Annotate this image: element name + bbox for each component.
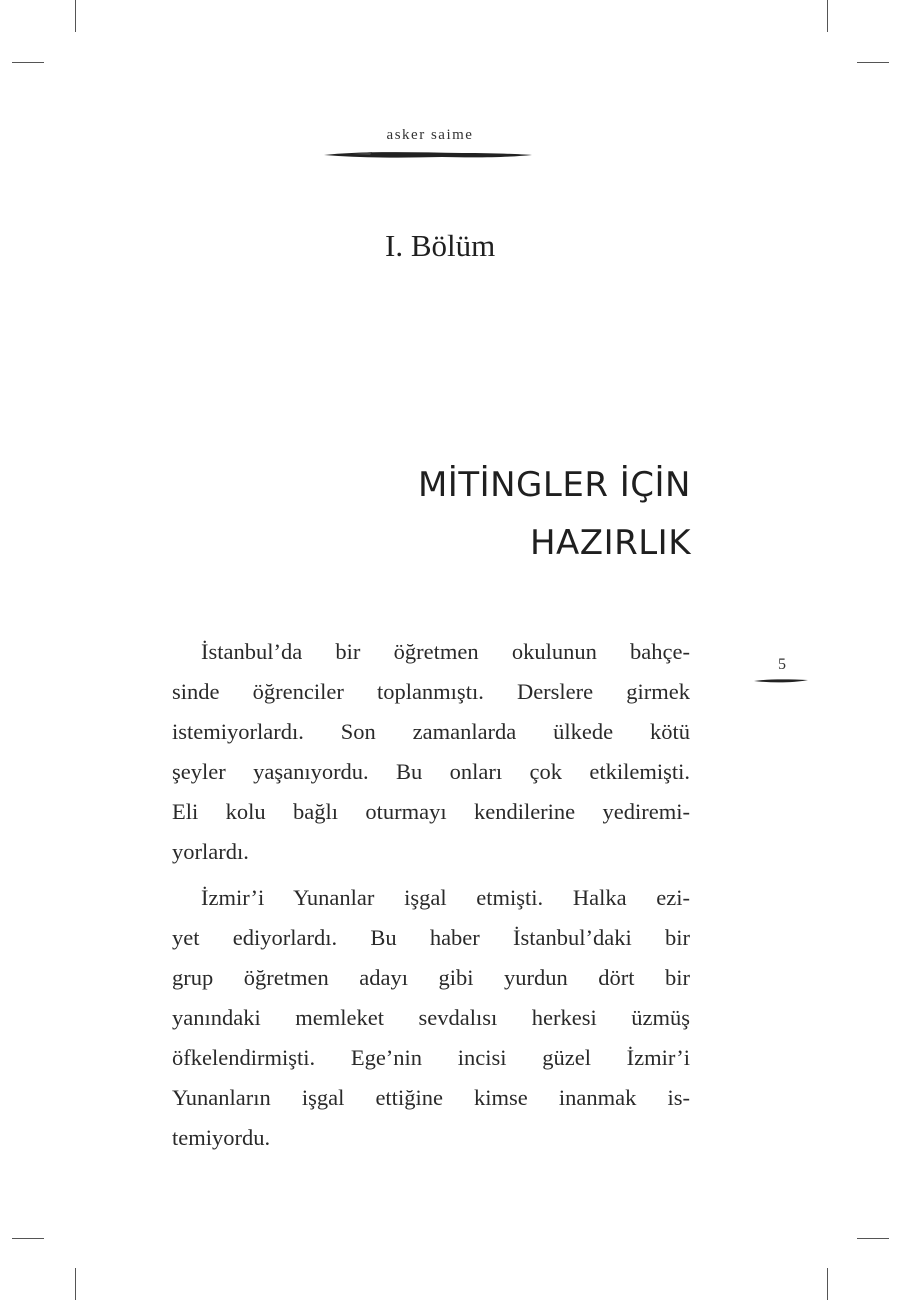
crop-mark-bottom-right [827, 1268, 828, 1300]
crop-mark-bottom-left [75, 1268, 76, 1300]
chapter-title-line: HAZIRLIK [529, 523, 691, 563]
body-text [172, 632, 690, 1158]
crop-mark-top-left [75, 0, 76, 32]
paragraph [172, 632, 690, 872]
crop-mark-left-top [12, 62, 44, 63]
paragraph [172, 878, 690, 1158]
text-line: istemiyorlardı. Son zamanlarda ülkede kötü [172, 719, 690, 744]
text-line: Eli kolu bağlı oturmayı kendilerine yediremi- [172, 799, 690, 824]
page-number-brush-stroke [752, 676, 810, 686]
text-line: sinde öğrenciler toplanmıştı. Derslere girmek [172, 679, 690, 704]
chapter-title [418, 456, 691, 572]
crop-mark-left-bottom [12, 1238, 44, 1239]
running-header: asker saime [386, 127, 474, 143]
text-line: yanındaki memleket sevdalısı herkesi üzmüş [172, 1005, 690, 1030]
crop-mark-top-right [827, 0, 828, 32]
header-brush-stroke [322, 148, 534, 162]
chapter-label: I. Bölüm [385, 228, 496, 263]
text-line: temiyordu. [172, 1125, 271, 1150]
chapter-title-line: MİTİNGLER İÇİN [417, 465, 691, 505]
text-line: yet ediyorlardı. Bu haber İstanbul’daki bir [172, 925, 690, 950]
text-line: öfkelendirmişti. Ege’nin incisi güzel İzmir’i [172, 1045, 690, 1070]
text-line: İzmir’i Yunanlar işgal etmişti. Halka ezi- [201, 885, 690, 910]
text-line: şeyler yaşanıyordu. Bu onları çok etkilemişti. [172, 759, 690, 784]
text-line: Yunanların işgal ettiğine kimse inanmak is- [172, 1085, 690, 1110]
page-number: 5 [778, 656, 786, 673]
text-line: yorlardı. [172, 839, 249, 864]
crop-mark-right-bottom [857, 1238, 889, 1239]
crop-mark-right-top [857, 62, 889, 63]
text-line: İstanbul’da bir öğretmen okulunun bahçe- [201, 639, 690, 664]
text-line: grup öğretmen adayı gibi yurdun dört bir [172, 965, 690, 990]
